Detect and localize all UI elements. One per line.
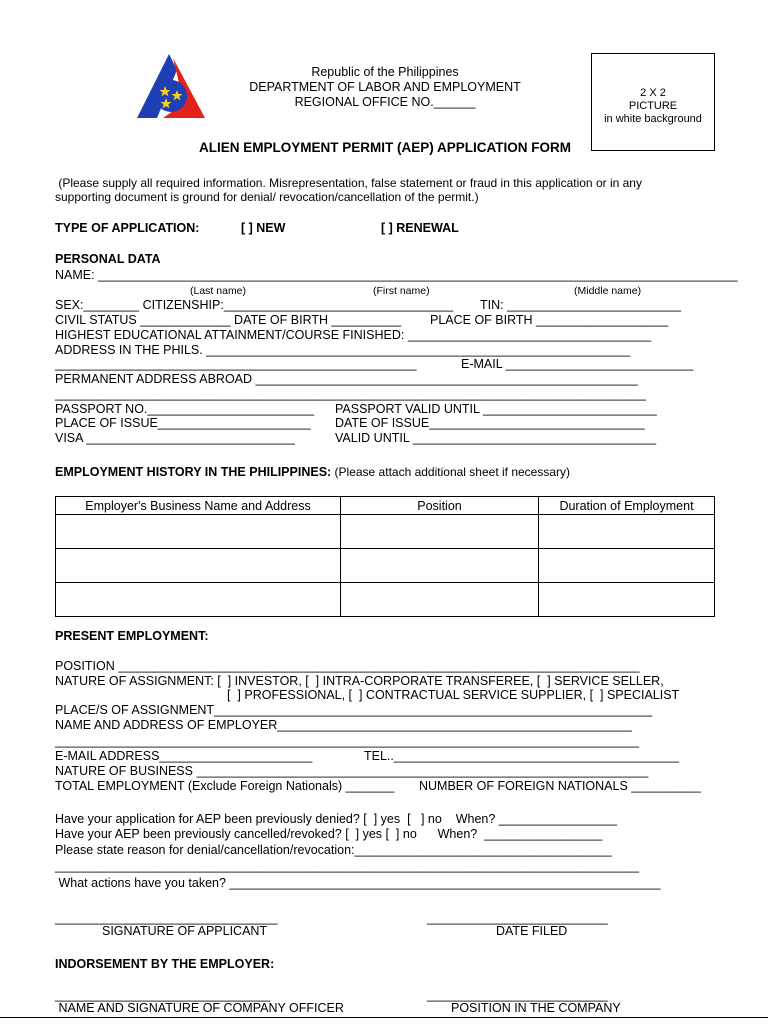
permanent-address-field[interactable]: PERMANENT ADDRESS ABROAD _______________________________________________________	[55, 372, 638, 386]
place-of-issue-field[interactable]: PLACE OF ISSUE______________________	[55, 416, 311, 430]
employer-email-field[interactable]: E-MAIL ADDRESS______________________	[55, 749, 313, 763]
position-cell[interactable]	[341, 549, 539, 583]
previously-cancelled-question[interactable]: Have your AEP been previously cancelled/revoked? [ ] yes [ ] no When? _________________	[55, 827, 603, 841]
address-phils-cont[interactable]: ____________________________________________________	[55, 357, 417, 371]
nature-of-assignment-line-2[interactable]: [ ] PROFESSIONAL, [ ] CONTRACTUAL SERVICE SUPPLIER, [ ] SPECIALIST	[227, 688, 680, 702]
page-bottom-line	[0, 1017, 768, 1018]
picture-note: in white background	[604, 113, 702, 125]
personal-data-heading: PERSONAL DATA	[55, 252, 161, 266]
employer-tel-field[interactable]: TEL.._________________________________________	[364, 749, 679, 763]
employer-name-address-cont[interactable]: ____________________________________________________________________________________	[55, 734, 639, 748]
table-row	[56, 583, 715, 617]
visa-field[interactable]: VISA ______________________________	[55, 431, 295, 445]
header-republic: Republic of the Philippines	[311, 65, 459, 79]
table-header-row	[56, 497, 715, 515]
permanent-address-cont[interactable]: _____________________________________________________________________________________	[55, 387, 646, 401]
picture-box	[591, 53, 715, 151]
form-title: ALIEN EMPLOYMENT PERMIT (AEP) APPLICATION FORM	[199, 140, 571, 155]
name-field[interactable]: NAME: ____________________________________________________________________________________________	[55, 268, 738, 282]
company-officer-label: NAME AND SIGNATURE OF COMPANY OFFICER	[55, 1001, 344, 1015]
address-phils-field[interactable]: ADDRESS IN THE PHILS. _____________________________________________________________	[55, 343, 631, 357]
renewal-checkbox[interactable]: [ ] RENEWAL	[381, 221, 459, 235]
visa-valid-field[interactable]: VALID UNTIL ___________________________________	[335, 431, 657, 445]
header-department: DEPARTMENT OF LABOR AND EMPLOYMENT	[249, 80, 521, 94]
nature-of-business-field[interactable]: NATURE OF BUSINESS _________________________________________________________________	[55, 764, 649, 778]
dole-logo	[133, 52, 209, 122]
last-name-caption: (Last name)	[190, 285, 247, 297]
present-employment-heading: PRESENT EMPLOYMENT:	[55, 629, 209, 643]
applicant-signature-line[interactable]: ________________________________	[55, 911, 278, 925]
position-in-company-label: POSITION IN THE COMPANY	[451, 1001, 621, 1015]
reason-field[interactable]: Please state reason for denial/cancellation/revocation:_____________________________________	[55, 843, 612, 857]
previously-denied-question[interactable]: Have your application for AEP been previously denied? [ ] yes [ ] no When? _________________	[55, 812, 617, 826]
duration-cell[interactable]	[539, 515, 715, 549]
employer-cell[interactable]	[56, 583, 341, 617]
indorsement-heading: INDORSEMENT BY THE EMPLOYER:	[55, 957, 275, 971]
picture-label: PICTURE	[628, 100, 678, 112]
duration-cell[interactable]	[539, 549, 715, 583]
foreign-nationals-field[interactable]: NUMBER OF FOREIGN NATIONALS __________	[419, 779, 701, 793]
passport-no-field[interactable]: PASSPORT NO.________________________	[55, 402, 315, 416]
table-row	[56, 515, 715, 549]
position-in-company-line[interactable]: __________________________	[427, 988, 608, 1002]
employer-cell[interactable]	[56, 515, 341, 549]
position-field[interactable]: POSITION ___________________________________________________________________________	[55, 659, 640, 673]
date-of-issue-field[interactable]: DATE OF ISSUE_______________________________	[335, 416, 645, 430]
employment-history-heading: EMPLOYMENT HISTORY IN THE PHILIPPINES:	[55, 465, 332, 479]
employer-cell[interactable]	[56, 549, 341, 583]
column-header-duration: Duration of Employment	[539, 497, 715, 515]
column-header-position: Position	[341, 497, 539, 515]
civil-status-dob-field[interactable]: CIVIL STATUS _____________ DATE OF BIRTH __________	[55, 313, 402, 327]
date-filed-line[interactable]: __________________________	[427, 911, 608, 925]
sex-citizenship-field[interactable]: SEX:________ CITIZENSHIP:_________________________________	[55, 298, 454, 312]
duration-cell[interactable]	[539, 583, 715, 617]
signature-of-applicant-label: SIGNATURE OF APPLICANT	[102, 924, 268, 938]
reason-field-cont[interactable]: ____________________________________________________________________________________	[55, 859, 639, 873]
passport-valid-field[interactable]: PASSPORT VALID UNTIL _________________________	[335, 402, 657, 416]
place-of-birth-field[interactable]: PLACE OF BIRTH ___________________	[430, 313, 669, 327]
actions-taken-field[interactable]: What actions have you taken? ______________________________________________________________	[55, 876, 661, 890]
place-of-assignment-field[interactable]: PLACE/S OF ASSIGNMENT_______________________________________________________________	[55, 703, 653, 717]
employer-name-address-field[interactable]: NAME AND ADDRESS OF EMPLOYER___________________________________________________	[55, 718, 632, 732]
intro-line-2: supporting document is ground for denial/ revocation/cancellation of the permit.)	[55, 190, 479, 204]
employment-history-note: (Please attach additional sheet if necessary)	[331, 465, 571, 479]
company-officer-line[interactable]: _______________________________	[55, 988, 271, 1002]
date-filed-label: DATE FILED	[496, 924, 568, 938]
middle-name-caption: (Middle name)	[574, 285, 642, 297]
intro-line-1: (Please supply all required information. Misrepresentation, false statement or fraud in this application or in any	[55, 176, 642, 190]
header-regional-office: REGIONAL OFFICE NO.______	[294, 95, 476, 109]
education-field[interactable]: HIGHEST EDUCATIONAL ATTAINMENT/COURSE FINISHED: ___________________________________	[55, 328, 652, 342]
new-checkbox[interactable]: [ ] NEW	[241, 221, 286, 235]
personal-email-field[interactable]: E-MAIL ___________________________	[461, 357, 694, 371]
total-employment-field[interactable]: TOTAL EMPLOYMENT (Exclude Foreign Nationals) _______	[55, 779, 395, 793]
type-of-application-label: TYPE OF APPLICATION:	[55, 221, 200, 235]
first-name-caption: (First name)	[373, 285, 430, 297]
tin-field[interactable]: TIN: _________________________	[480, 298, 681, 312]
column-header-employer: Employer's Business Name and Address	[56, 497, 341, 515]
position-cell[interactable]	[341, 583, 539, 617]
employment-history-table	[55, 496, 715, 617]
position-cell[interactable]	[341, 515, 539, 549]
picture-size: 2 X 2	[640, 87, 666, 99]
employment-history-heading-row	[55, 465, 570, 479]
logo-blue-circle	[155, 80, 187, 112]
table-row	[56, 549, 715, 583]
nature-of-assignment-line-1[interactable]: NATURE OF ASSIGNMENT: [ ] INVESTOR, [ ] INTRA-CORPORATE TRANSFEREE, [ ] SERVICE SELLER,	[55, 674, 664, 688]
